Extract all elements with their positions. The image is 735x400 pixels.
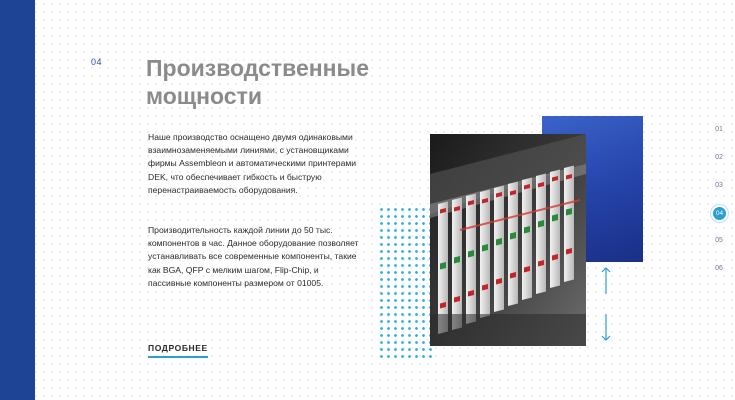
nav-item-05[interactable]: 05 [715,237,723,244]
nav-item-03[interactable]: 03 [715,182,723,189]
nav-item-06[interactable]: 06 [715,265,723,272]
more-link[interactable]: ПОДРОБНЕЕ [148,343,208,358]
title-line-2: мощности [146,83,262,109]
nav-item-04-active[interactable]: 04 [713,207,726,220]
scroll-arrows[interactable] [599,266,613,342]
nav-item-02[interactable]: 02 [715,154,723,161]
page-title [146,54,426,110]
description-paragraph-1: Наше производство оснащено двумя одинаковыми взаимнозаменяемыми линиями, с установщиками фирмы Assembleon и автоматическими принтерами DEK, что обеспечивает гибкость и быструю перенастраиваемость оборудования. [148,132,357,195]
arrow-up-icon[interactable] [602,268,610,294]
description-paragraph-2: Производительность каждой линии до 50 тыс. компонентов в час. Данное оборудование позволяет устанавливать все современные компоненты, такие как BGA, QFP с мелким шагом, Flip-Chip, и пассивные компоненты размером от 01005. [148,225,359,288]
equipment-photo [430,134,586,346]
arrow-down-icon[interactable] [602,314,610,340]
left-sidebar-strip [0,0,35,400]
title-line-1: Производственные [146,55,369,81]
nav-item-01[interactable]: 01 [715,126,723,133]
decorative-dot-grid [378,206,434,358]
section-number: 04 [91,57,103,67]
